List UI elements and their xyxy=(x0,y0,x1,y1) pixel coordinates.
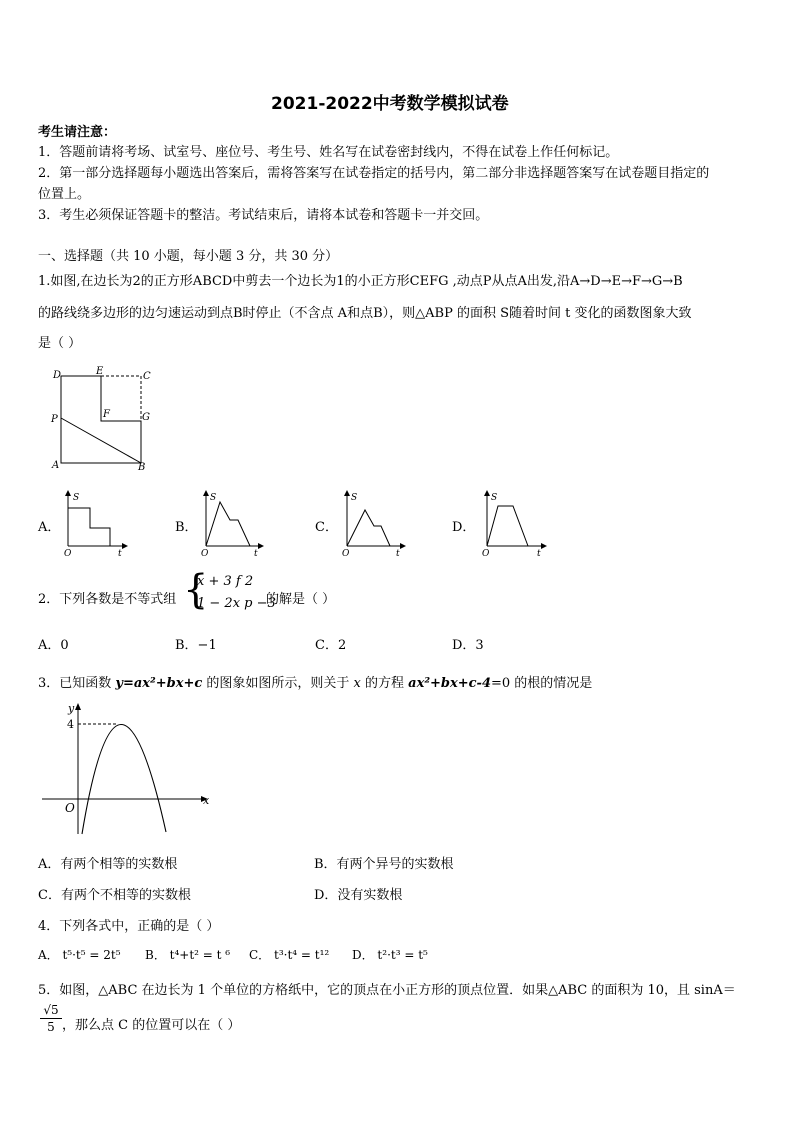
q2-option-c: C．2 xyxy=(315,638,347,653)
axis-s: S xyxy=(73,493,80,503)
q4-option-a: A． t⁵·t⁵ = 2t⁵ xyxy=(38,948,121,962)
square-figure xyxy=(44,362,164,472)
q4-option-b: B． t⁴+t² = t ⁶ xyxy=(145,948,231,962)
q3-variable: x xyxy=(353,676,361,691)
question-1-line: 是（ ） xyxy=(38,336,82,351)
q3-option-a: A．有两个相等的实数根 xyxy=(38,857,178,872)
label-b: B xyxy=(138,462,146,472)
graph-option-d xyxy=(478,488,550,558)
q2-option-d: D．3 xyxy=(452,638,484,653)
q3-text-c: 的方程 xyxy=(360,676,409,691)
origin-o: O xyxy=(65,801,75,815)
parabola-figure xyxy=(38,700,218,840)
inequality-2: 1 − 2x p −3 xyxy=(197,596,276,611)
label-d: D xyxy=(53,370,62,381)
notice-item: 2．第一部分选择题每小题选出答案后，需将答案写在试卷指定的括号内，第二部分非选择题答案写在试卷题目指定的 xyxy=(38,166,710,181)
q2-option-a: A．0 xyxy=(38,638,69,653)
label-p: P xyxy=(51,414,58,425)
notice-item: 3．考生必须保证答题卡的整洁。考试结束后，请将本试卷和答题卡一并交回。 xyxy=(38,208,489,223)
q4-option-d: D． t²·t³ = t⁵ xyxy=(352,948,428,962)
question-4-stem: 4．下列各式中，正确的是（ ） xyxy=(38,919,220,934)
question-5-line: 5．如图，△ABC 在边长为 1 个单位的方格纸中，它的顶点在小正方形的顶点位置．如果△ABC 的面积为 10，且 sinA＝ xyxy=(38,983,736,998)
fraction-denominator: 5 xyxy=(47,1020,55,1034)
question-3-stem xyxy=(38,672,592,691)
q3-option-c: C．有两个不相等的实数根 xyxy=(38,888,191,903)
q3-text-d: =0 的根的情况是 xyxy=(491,676,593,691)
question-1-line: 1.如图,在边长为2的正方形ABCD中剪去一个边长为1的小正方形CEFG ,动点P从点A出发,沿A→D→E→F→G→B xyxy=(38,274,683,289)
page-title: 2021-2022中考数学模拟试卷 xyxy=(271,94,509,114)
notice-item: 位置上。 xyxy=(38,187,91,202)
question-1-line: 的路线绕多边形的边匀速运动到点B时停止（不含点 A和点B），则△ABP 的面积 S随着时间 t 变化的函数图象大致 xyxy=(38,306,692,321)
q3-text-a: 3．已知函数 xyxy=(38,676,116,691)
q3-option-d: D．没有实数根 xyxy=(314,888,403,903)
axis-s: S xyxy=(351,493,358,503)
option-a: A． xyxy=(38,520,61,535)
option-d: D． xyxy=(452,520,476,535)
axis-x: x xyxy=(203,794,210,807)
axis-o: O xyxy=(342,549,350,558)
axis-t: t xyxy=(118,549,122,558)
notice-item: 1．答题前请将考场、试室号、座位号、考生号、姓名写在试卷密封线内，不得在试卷上作任何标记。 xyxy=(38,145,619,160)
question-2-tail: 的解是（ ） xyxy=(266,592,336,607)
q4-option-c: C． t³·t⁴ = t¹² xyxy=(249,948,330,962)
question-2-stem: 2．下列各数是不等式组 xyxy=(38,592,177,607)
axis-s: S xyxy=(210,493,217,503)
question-5-tail: ，那么点 C 的位置可以在（ ） xyxy=(62,1018,241,1033)
q2-option-b: B．−1 xyxy=(175,638,217,653)
graph-option-c xyxy=(338,488,408,558)
system-brace: { xyxy=(183,567,209,613)
option-c: C． xyxy=(315,520,338,535)
q3-option-b: B．有两个异号的实数根 xyxy=(314,857,454,872)
axis-t: t xyxy=(537,549,541,558)
label-c: C xyxy=(143,371,151,382)
q3-equation: ax²+bx+c-4 xyxy=(408,676,491,691)
fraction-numerator: √5 xyxy=(40,1003,62,1019)
q3-text-b: 的图象如图所示，则关于 xyxy=(202,676,354,691)
label-f: F xyxy=(103,409,110,420)
axis-s: S xyxy=(491,493,498,503)
option-b: B． xyxy=(175,520,198,535)
inequality-1: x + 3 f 2 xyxy=(197,574,254,589)
q3-function: y=ax²+bx+c xyxy=(115,676,203,691)
label-e: E xyxy=(96,366,104,377)
notice-heading: 考生请注意： xyxy=(38,125,117,140)
label-a: A xyxy=(52,460,60,471)
axis-t: t xyxy=(396,549,400,558)
axis-o: O xyxy=(201,549,209,558)
axis-o: O xyxy=(64,549,72,558)
graph-option-a xyxy=(60,488,130,558)
axis-o: O xyxy=(482,549,490,558)
section-heading: 一、选择题（共 10 小题，每小题 3 分，共 30 分） xyxy=(38,249,339,264)
axis-t: t xyxy=(254,549,258,558)
label-four: 4 xyxy=(67,718,74,731)
fraction xyxy=(40,1003,62,1034)
label-g: G xyxy=(142,412,150,423)
graph-option-b xyxy=(196,488,266,558)
axis-y: y xyxy=(68,702,75,715)
